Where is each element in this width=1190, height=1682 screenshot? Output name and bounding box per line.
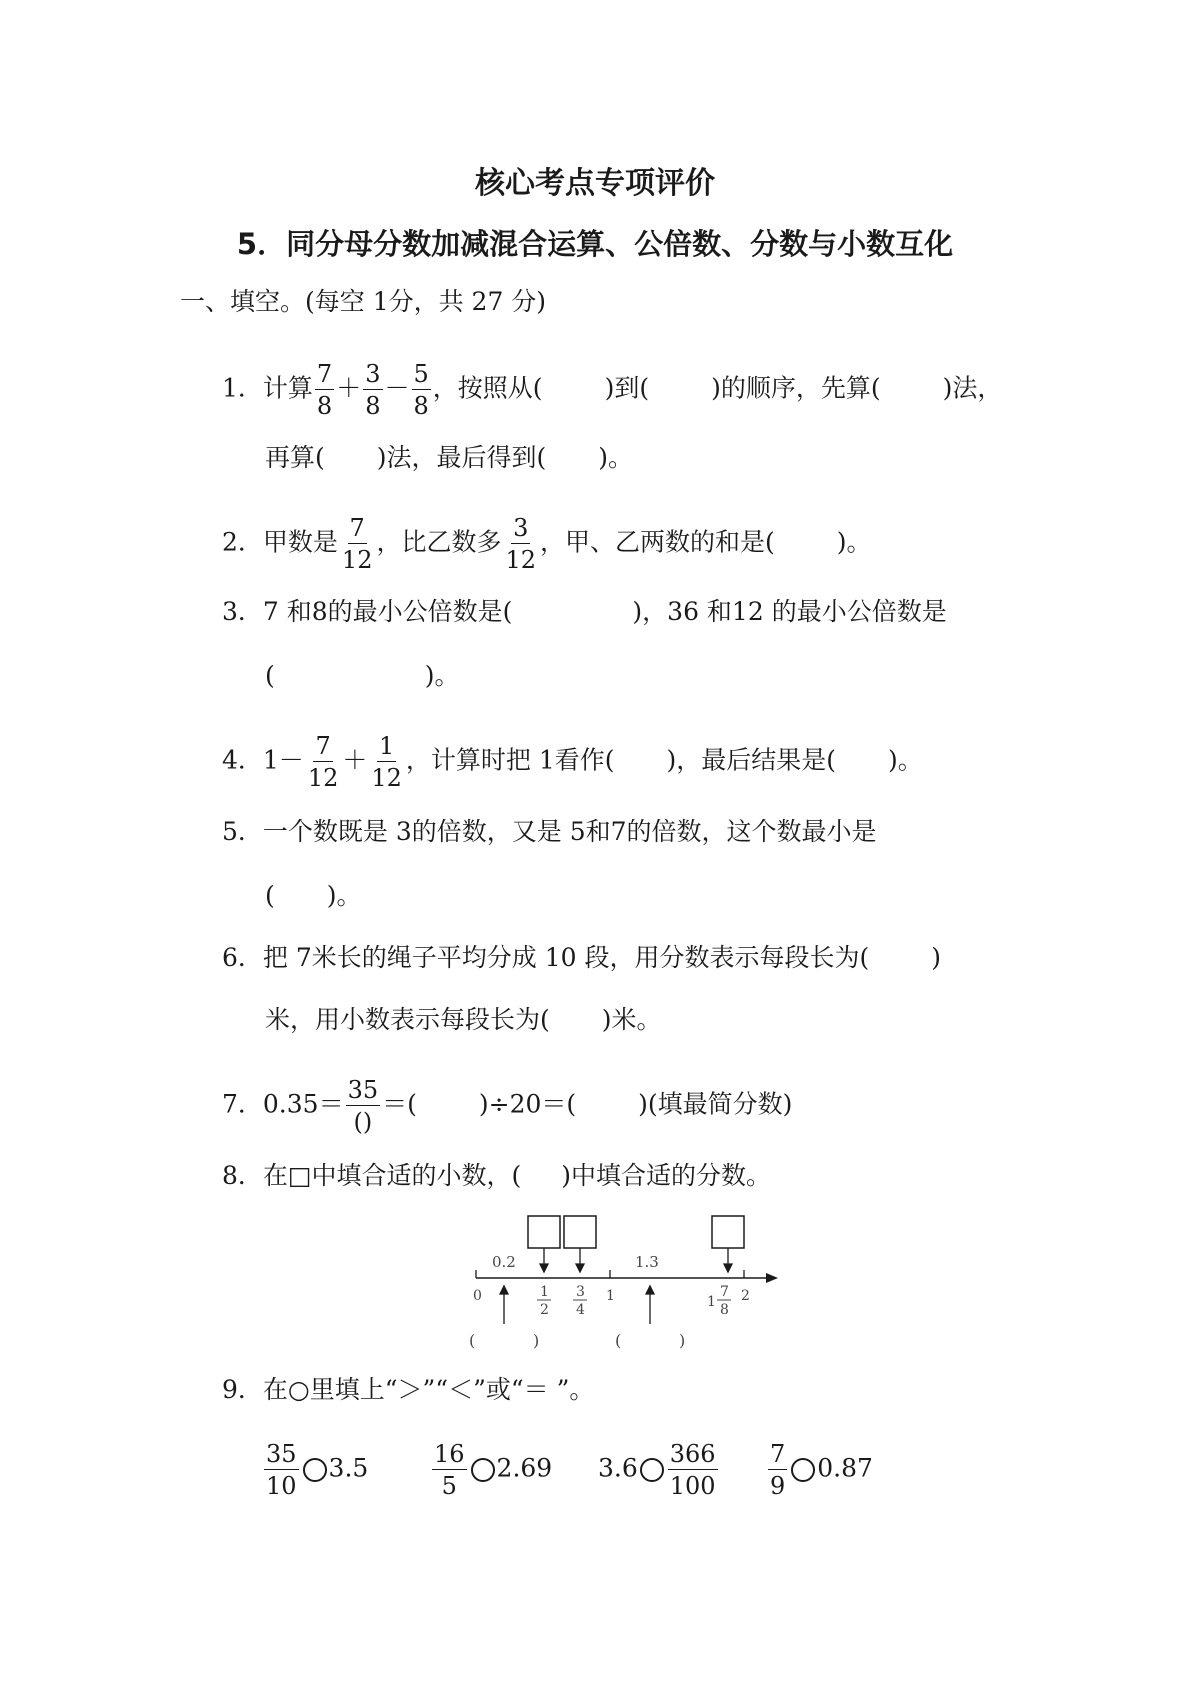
- page-subtitle: 5．同分母分数加减混合运算、公倍数、分数与小数互化: [236, 227, 954, 261]
- comparison-1: $\frac{35}{10}$ 3.5: [266, 1440, 369, 1500]
- fraction: $\frac{35}{()}$: [347, 1076, 379, 1136]
- svg-text:): ): [679, 1331, 686, 1350]
- fraction: $\frac{7}{12}$: [307, 732, 339, 792]
- comparison-4: $\frac{7}{9}$ 0.87: [770, 1440, 873, 1500]
- svg-text:2: 2: [540, 1302, 549, 1318]
- svg-text:7: 7: [720, 1284, 729, 1300]
- fraction: $\frac{366}{100}$: [669, 1440, 716, 1500]
- fraction: $\frac{16}{5}$: [434, 1440, 465, 1500]
- question-number: 8．: [222, 1161, 263, 1190]
- svg-text:3: 3: [576, 1284, 585, 1300]
- comparison-3: 3.6 $\frac{366}{100}$: [598, 1440, 716, 1500]
- fraction: $\frac{7}{12}$: [341, 514, 373, 574]
- answer-box[interactable]: [712, 1216, 744, 1248]
- label-1-3: 1.3: [635, 1253, 659, 1271]
- question-7: 7．0.35＝ $\frac{35}{()}$ ＝( )÷20＝( )(填最简分数): [222, 1076, 793, 1136]
- fraction: $\frac{3}{8}$: [365, 360, 381, 420]
- fraction-one-half: [537, 1284, 551, 1318]
- svg-text:4: 4: [576, 1302, 585, 1318]
- question-6-line-1: 6．把 7米长的绳子平均分成 10 段，用分数表示每段长为( ): [222, 943, 941, 972]
- label-0-2: 0.2: [492, 1253, 516, 1271]
- question-4: 4．1－ $\frac{7}{12}$ ＋ $\frac{1}{12}$ ，计算时把 1看作( )，最后结果是( )。: [222, 732, 923, 792]
- question-5-line-2: ( )。: [265, 881, 362, 910]
- svg-text:(: (: [469, 1331, 476, 1350]
- fraction-answer-parens: [469, 1331, 685, 1350]
- question-9: 9．在○里填上“＞”“＜”或“＝ ”。: [222, 1375, 595, 1404]
- question-3-line-1: 3．7 和8的最小公倍数是( )，36 和12 的最小公倍数是: [222, 597, 947, 626]
- section-header: 一、填空。(每空 1分，共 27 分): [180, 287, 547, 316]
- question-3-line-2: ( )。: [265, 661, 460, 690]
- answer-box[interactable]: [564, 1216, 596, 1248]
- question-6-line-2: 米，用小数表示每段长为( )米。: [265, 1005, 662, 1034]
- fraction: $\frac{7}{8}$: [316, 360, 333, 420]
- svg-text:1: 1: [540, 1284, 549, 1300]
- mixed-number-one-seven-eighths: [707, 1284, 731, 1318]
- compare-circle[interactable]: [791, 1458, 815, 1482]
- number-line-figure: [440, 1206, 790, 1356]
- question-number: 6．: [222, 943, 263, 972]
- answer-box[interactable]: [528, 1216, 560, 1248]
- page-title: 核心考点专项评价: [475, 166, 715, 201]
- question-number: 4．: [222, 745, 263, 775]
- svg-text:(: (: [615, 1331, 622, 1350]
- question-number: 3．: [222, 597, 263, 626]
- svg-text:): ): [533, 1331, 540, 1350]
- question-8: 8．在□中填合适的小数，( )中填合适的分数。: [222, 1161, 772, 1190]
- compare-circle[interactable]: [640, 1458, 664, 1482]
- question-2: 2．甲数是 $\frac{7}{12}$ ，比乙数多 $\frac{3}{12}$ ，甲、乙两数的和是( )。: [222, 514, 872, 574]
- question-number: 9．: [222, 1375, 263, 1404]
- fraction: $\frac{3}{12}$: [505, 514, 537, 574]
- comparison-2: $\frac{16}{5}$ 2.69: [434, 1440, 553, 1500]
- compare-circle[interactable]: [303, 1458, 327, 1482]
- fraction: $\frac{5}{8}$: [413, 360, 429, 420]
- axis-arrow-icon: [766, 1273, 778, 1283]
- axis-ticks: [476, 1270, 744, 1278]
- question-5-line-1: 5．一个数既是 3的倍数，又是 5和7的倍数，这个数最小是: [222, 817, 877, 846]
- question-number: 7．: [222, 1089, 263, 1119]
- question-1-line-1: 1．计算 $\frac{7}{8}$ ＋ $\frac{3}{8}$ － $\frac{5}{8}$ ，按照从( )到( )的顺序，先算( )法，: [222, 360, 1003, 420]
- svg-text:8: 8: [720, 1302, 729, 1318]
- tick-label-2: 2: [741, 1288, 750, 1304]
- fraction: $\frac{7}{9}$: [770, 1440, 786, 1500]
- question-1-line-2: 再算( )法，最后得到( )。: [265, 443, 634, 472]
- fraction: $\frac{1}{12}$: [371, 732, 402, 792]
- fraction: $\frac{35}{10}$: [266, 1440, 297, 1500]
- tick-label-1: 1: [606, 1288, 615, 1304]
- compare-circle[interactable]: [471, 1458, 495, 1482]
- tick-label-0: 0: [473, 1288, 482, 1304]
- question-number: 2．: [222, 527, 263, 557]
- question-number: 5．: [222, 817, 263, 846]
- fraction-three-quarters: [573, 1284, 587, 1318]
- question-number: 1．: [222, 373, 263, 403]
- svg-text:1: 1: [707, 1294, 716, 1310]
